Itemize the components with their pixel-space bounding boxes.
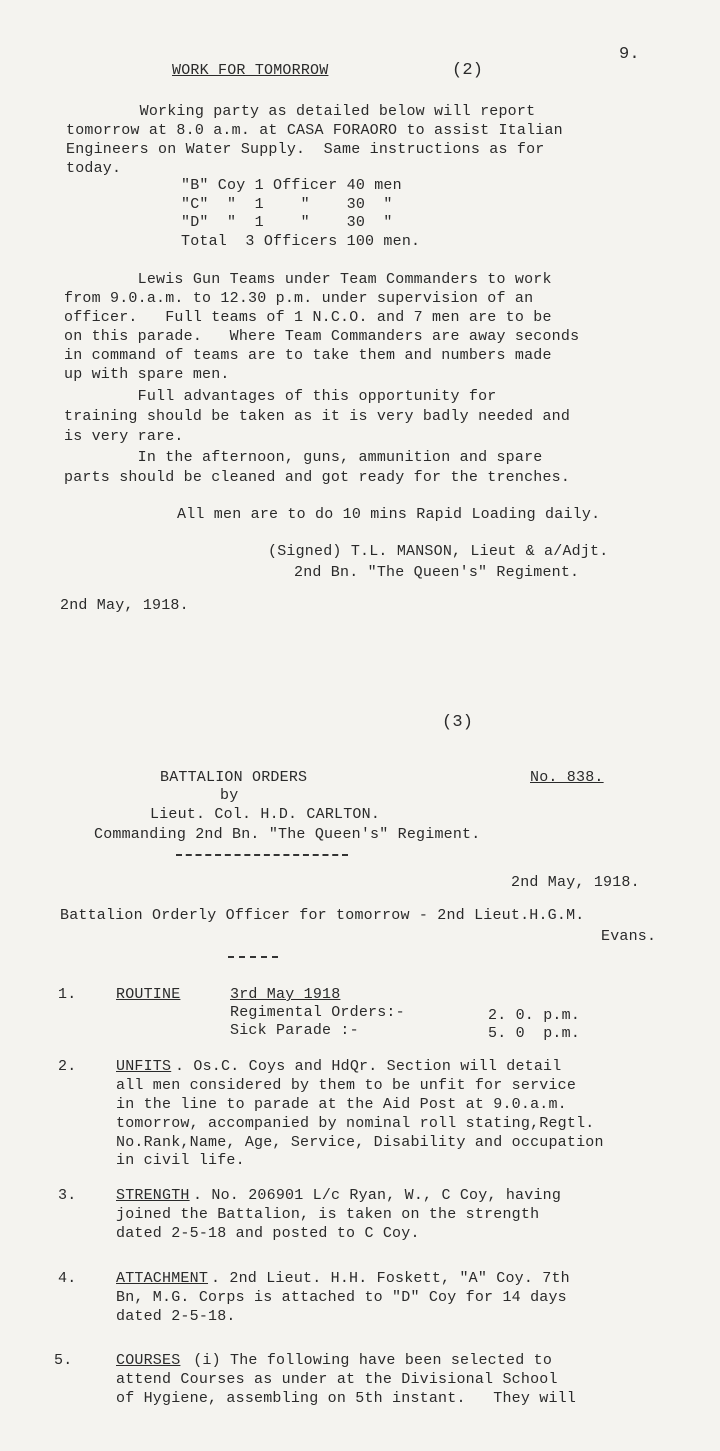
table-row: "B" Coy 1 Officer 40 men <box>181 177 402 194</box>
item-number: 5. <box>54 1352 73 1369</box>
item-line: of Hygiene, assembling on 5th instant. They will <box>116 1390 577 1407</box>
separator-dashes <box>176 854 348 856</box>
paragraph-line: parts should be cleaned and got ready for the trenches. <box>64 469 571 486</box>
item-line: (i) The following have been selected to <box>184 1352 553 1369</box>
paragraph-line: in command of teams are to take them and numbers made <box>64 347 552 364</box>
paragraph-line: from 9.0.a.m. to 12.30 p.m. under supervision of an <box>64 290 534 307</box>
item-line: in civil life. <box>116 1152 245 1169</box>
item-title: ROUTINE <box>116 986 181 1003</box>
routine-date: 3rd May 1918 <box>230 986 341 1003</box>
item-title: STRENGTH <box>116 1187 190 1204</box>
item-line: tomorrow, accompanied by nominal roll stating,Regtl. <box>116 1115 595 1132</box>
item-line: dated 2-5-18. <box>116 1308 236 1325</box>
item-line: . 2nd Lieut. H.H. Foskett, "A" Coy. 7th <box>211 1270 570 1287</box>
orders-by: by <box>220 787 239 804</box>
section-number: (2) <box>452 61 484 80</box>
routine-time: 2. 0. p.m. <box>488 1007 581 1024</box>
paragraph-line: Lewis Gun Teams under Team Commanders to work <box>64 271 552 288</box>
page-number: 9. <box>619 45 640 64</box>
section-heading: WORK FOR TOMORROW <box>172 62 329 79</box>
paragraph-line: Engineers on Water Supply. Same instructions as for <box>66 141 545 158</box>
orderly-officer-line: Battalion Orderly Officer for tomorrow - 2nd Lieut.H.G.M. <box>60 907 585 924</box>
commanding-officer: Lieut. Col. H.D. CARLTON. <box>150 806 381 823</box>
paragraph-line: up with spare men. <box>64 366 230 383</box>
item-line: dated 2-5-18 and posted to C Coy. <box>116 1225 420 1242</box>
paragraph-line: training should be taken as it is very badly needed and <box>64 408 571 425</box>
routine-time: 5. 0 p.m. <box>488 1025 581 1042</box>
item-line: Bn, M.G. Corps is attached to "D" Coy for 14 days <box>116 1289 567 1306</box>
item-number: 4. <box>58 1270 77 1287</box>
item-line: . No. 206901 L/c Ryan, W., C Coy, having <box>193 1187 562 1204</box>
item-line: . Os.C. Coys and HdQr. Section will detail <box>175 1058 562 1075</box>
orders-title: BATTALION ORDERS <box>160 769 308 786</box>
item-title: COURSES <box>116 1352 181 1369</box>
order-number: No. 838. <box>530 769 604 786</box>
item-number: 1. <box>58 986 77 1003</box>
commanding-unit: Commanding 2nd Bn. "The Queen's" Regiment. <box>94 826 481 843</box>
signature-line: (Signed) T.L. MANSON, Lieut & a/Adjt. <box>268 543 609 560</box>
instruction-line: All men are to do 10 mins Rapid Loading daily. <box>177 506 601 523</box>
item-title: ATTACHMENT <box>116 1270 209 1287</box>
item-line: joined the Battalion, is taken on the strength <box>116 1206 540 1223</box>
section-number: (3) <box>442 713 474 732</box>
routine-label: Sick Parade :- <box>230 1022 359 1039</box>
section-date: 2nd May, 1918. <box>60 597 189 614</box>
item-line: No.Rank,Name, Age, Service, Disability and occupation <box>116 1134 604 1151</box>
orders-date: 2nd May, 1918. <box>511 874 640 891</box>
routine-label: Regimental Orders:- <box>230 1004 405 1021</box>
orderly-officer-name: Evans. <box>601 928 657 945</box>
paragraph-line: In the afternoon, guns, ammunition and spare <box>64 449 543 466</box>
table-row: Total 3 Officers 100 men. <box>181 233 421 250</box>
item-line: in the line to parade at the Aid Post at 9.0.a.m. <box>116 1096 567 1113</box>
table-row: "C" " 1 " 30 " <box>181 196 393 213</box>
item-number: 3. <box>58 1187 77 1204</box>
separator-dashes <box>228 956 278 958</box>
paragraph-line: Full advantages of this opportunity for <box>64 388 497 405</box>
paragraph-line: Working party as detailed below will report <box>66 103 536 120</box>
item-line: all men considered by them to be unfit for service <box>116 1077 577 1094</box>
item-title: UNFITS <box>116 1058 172 1075</box>
paragraph-line: tomorrow at 8.0 a.m. at CASA FORAORO to assist Italian <box>66 122 563 139</box>
table-row: "D" " 1 " 30 " <box>181 214 393 231</box>
paragraph-line: on this parade. Where Team Commanders are away seconds <box>64 328 580 345</box>
paragraph-line: is very rare. <box>64 428 184 445</box>
signature-unit: 2nd Bn. "The Queen's" Regiment. <box>294 564 580 581</box>
item-number: 2. <box>58 1058 77 1075</box>
paragraph-line: officer. Full teams of 1 N.C.O. and 7 men are to be <box>64 309 552 326</box>
item-line: attend Courses as under at the Divisional School <box>116 1371 558 1388</box>
paragraph-line: today. <box>66 160 122 177</box>
